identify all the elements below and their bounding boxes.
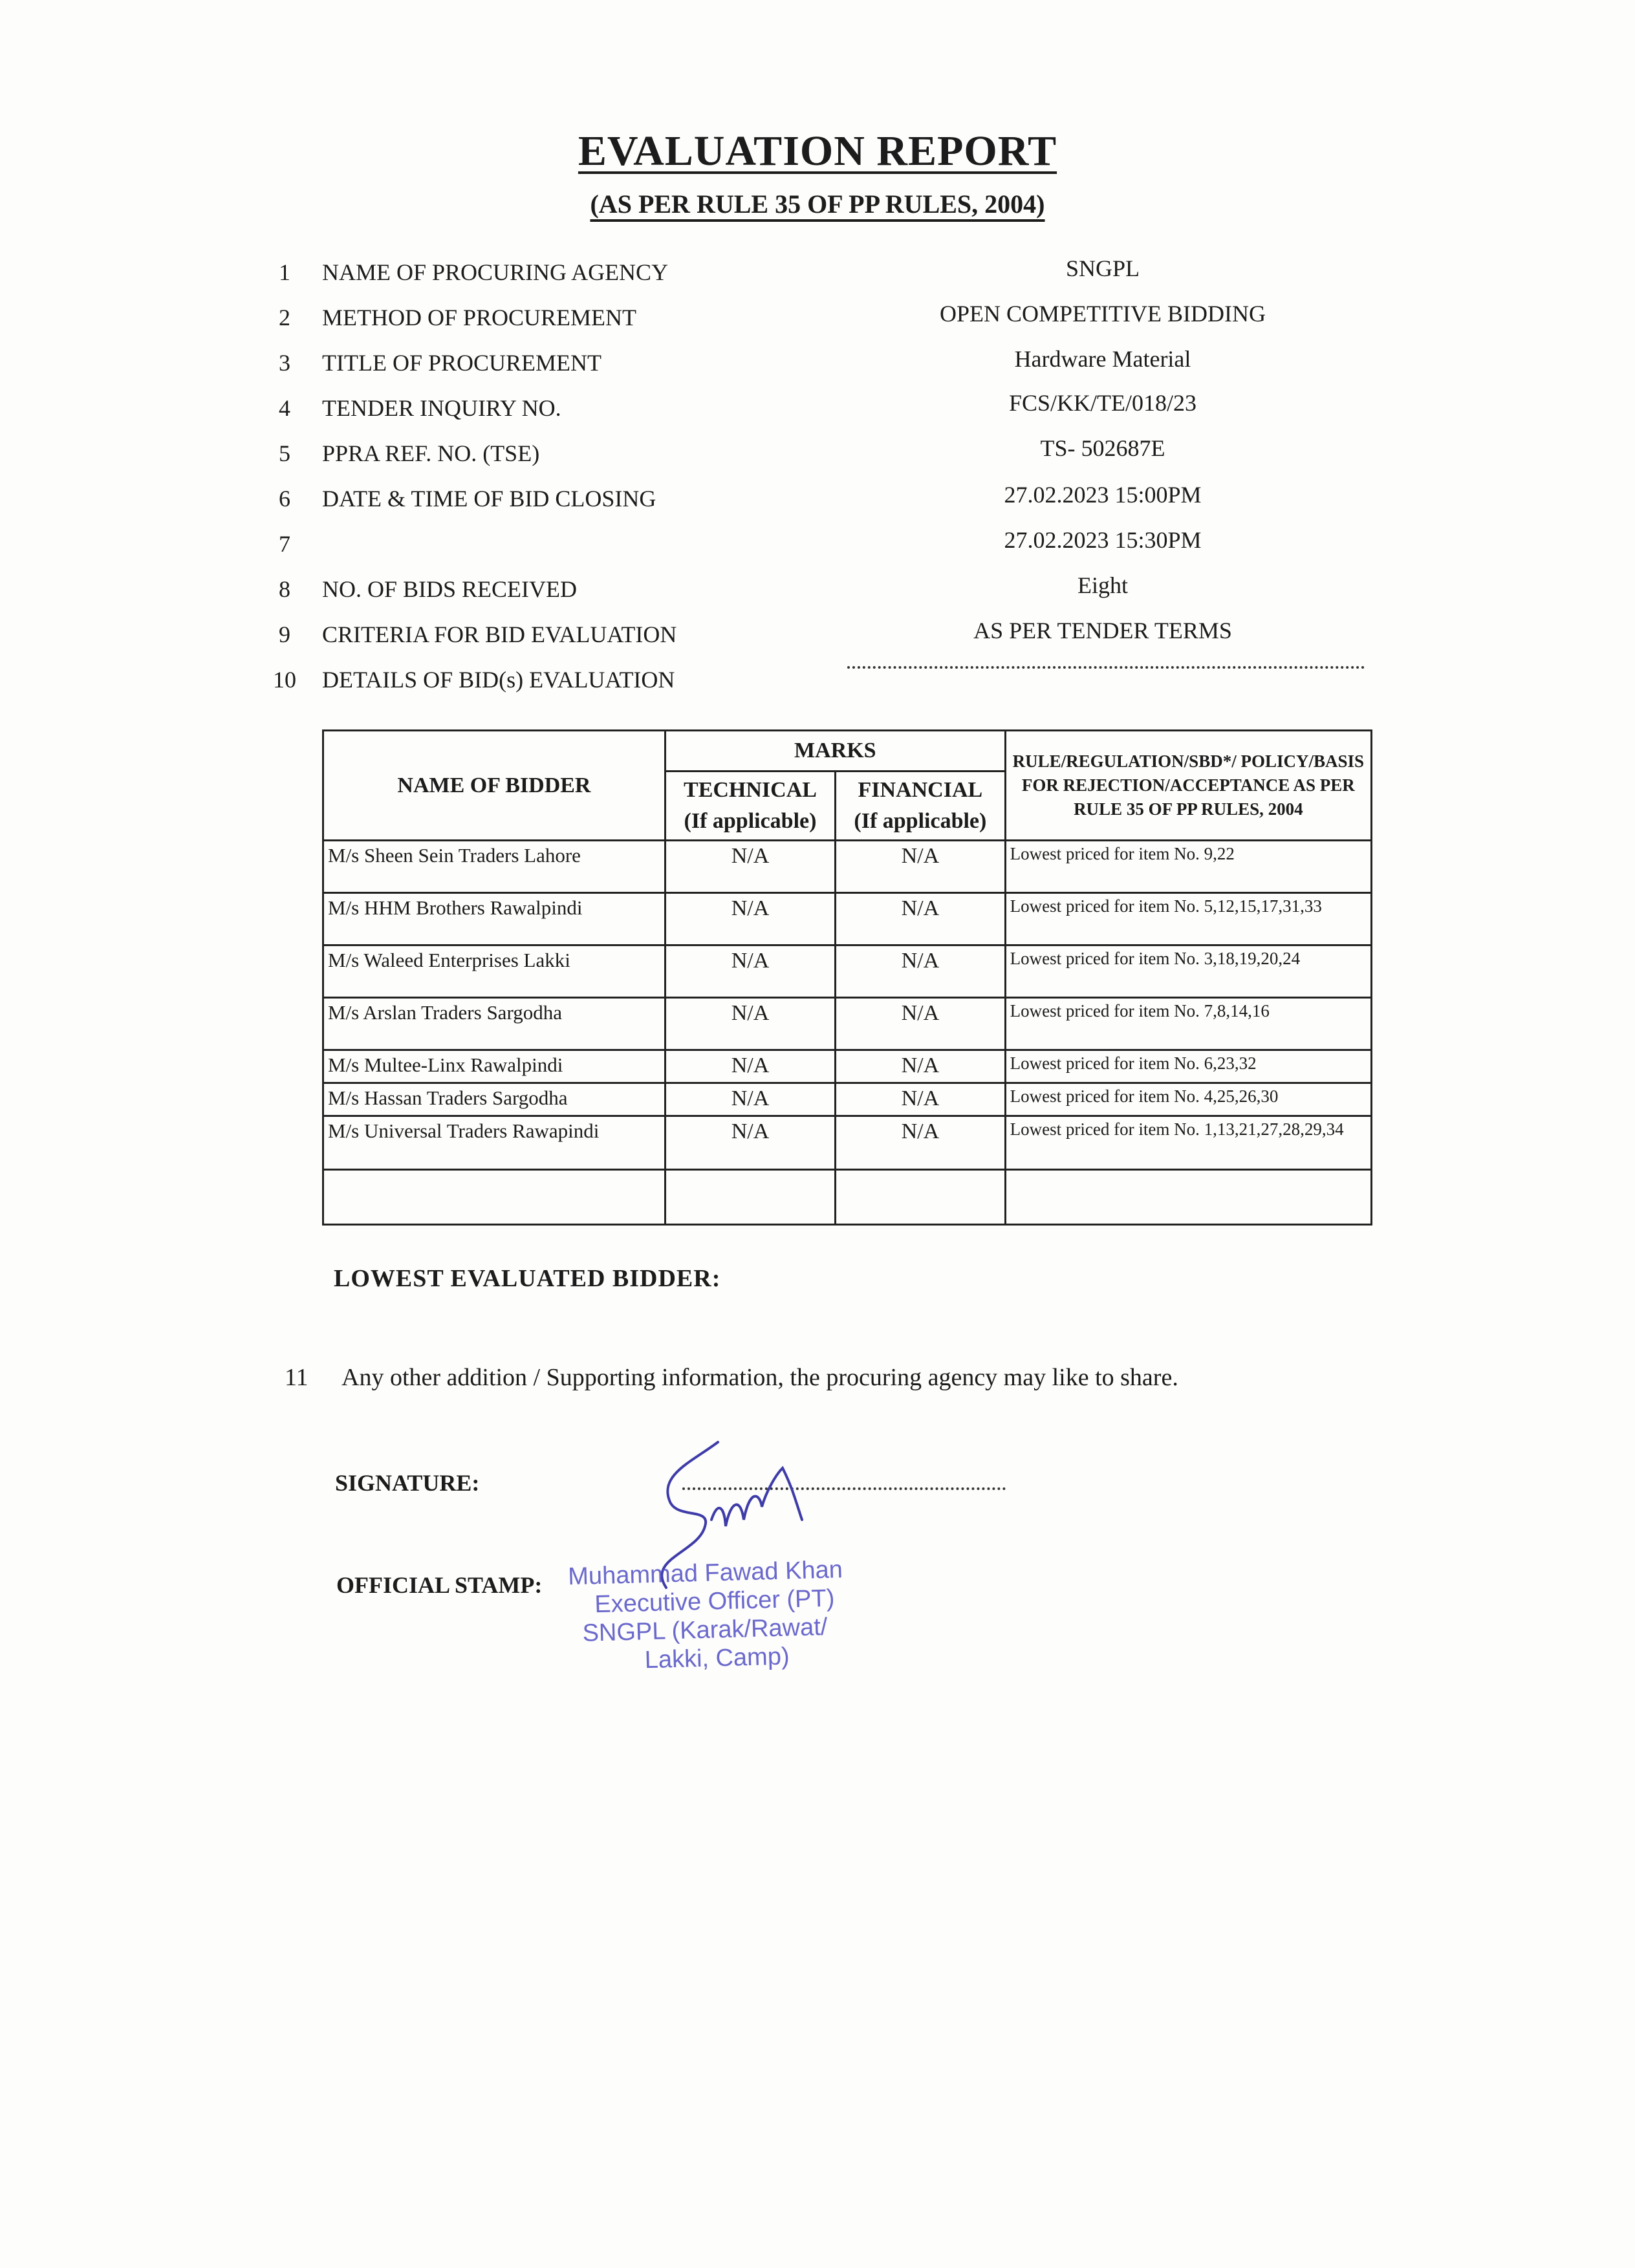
- item-number: 10: [273, 667, 296, 693]
- table-row: [323, 893, 1372, 945]
- financial-mark: N/A: [836, 893, 1006, 945]
- item-number: 7: [279, 531, 290, 557]
- basis-text: Lowest priced for item No. 6,23,32: [1005, 1050, 1371, 1083]
- item-row: [0, 572, 1635, 614]
- item-row: [0, 346, 1635, 388]
- signature-label: SIGNATURE:: [335, 1470, 480, 1496]
- technical-mark: N/A: [665, 1083, 835, 1116]
- item-label: NO. OF BIDS RECEIVED: [322, 576, 578, 602]
- official-stamp: [568, 1555, 881, 1677]
- item-row: [0, 390, 1635, 433]
- bidder-name: M/s HHM Brothers Rawalpindi: [323, 893, 666, 945]
- technical-label: TECHNICAL: [684, 778, 817, 802]
- item-row: [0, 618, 1635, 660]
- col-header-rule: RULE/REGULATION/SBD*/ POLICY/BASIS FOR REJECTION/ACCEPTANCE AS PER RULE 35 OF PP RULES, 2004: [1005, 731, 1371, 841]
- item-text: Any other addition / Supporting information, the procuring agency may like to share.: [341, 1364, 1178, 1391]
- item-value: FCS/KK/TE/018/23: [1008, 390, 1197, 416]
- item-row: [0, 255, 1635, 297]
- basis-text: Lowest priced for item No. 3,18,19,20,24: [1005, 945, 1371, 998]
- table-row: [323, 998, 1372, 1050]
- col-header-financial: [836, 772, 1006, 841]
- stamp-line: Lakki, Camp): [644, 1643, 790, 1674]
- table-row: [323, 1116, 1372, 1170]
- official-stamp-label: OFFICIAL STAMP:: [336, 1572, 543, 1598]
- item-value: SNGPL: [1065, 255, 1140, 281]
- basis-text: Lowest priced for item No. 5,12,15,17,31,33: [1005, 893, 1371, 945]
- item-row: [0, 482, 1635, 524]
- report-title: EVALUATION REPORT: [578, 127, 1057, 175]
- item-row: [0, 435, 1635, 479]
- item-number: 8: [279, 576, 290, 602]
- item-label: METHOD OF PROCUREMENT: [322, 305, 637, 330]
- technical-mark: N/A: [665, 945, 835, 998]
- report-subtitle: (AS PER RULE 35 OF PP RULES, 2004): [590, 189, 1045, 219]
- item-value: AS PER TENDER TERMS: [973, 618, 1232, 643]
- item-number: 4: [279, 395, 290, 421]
- financial-mark: N/A: [836, 1083, 1006, 1116]
- empty-cell: [323, 1170, 666, 1225]
- item-label: DETAILS OF BID(s) EVALUATION: [322, 667, 675, 693]
- technical-mark: N/A: [665, 1050, 835, 1083]
- empty-cell: [836, 1170, 1006, 1225]
- basis-text: Lowest priced for item No. 7,8,14,16: [1005, 998, 1371, 1050]
- dotted-line: [847, 666, 1365, 669]
- technical-sub: (If applicable): [684, 809, 817, 833]
- stamp-line: Muhammad Fawad Khan: [567, 1556, 843, 1591]
- item-value: Hardware Material: [1014, 346, 1191, 372]
- item-label: DATE & TIME OF BID CLOSING: [322, 486, 656, 512]
- bidder-name: M/s Hassan Traders Sargodha: [323, 1083, 666, 1116]
- bid-evaluation-table: [322, 729, 1372, 1226]
- item-value: Eight: [1077, 572, 1128, 598]
- financial-label: FINANCIAL: [858, 778, 983, 802]
- item-value: TS- 502687E: [1040, 435, 1165, 461]
- item-value: OPEN COMPETITIVE BIDDING: [940, 301, 1266, 327]
- item-row: [0, 527, 1635, 569]
- empty-cell: [1005, 1170, 1371, 1225]
- technical-mark: N/A: [665, 1116, 835, 1170]
- item-row: [0, 301, 1635, 343]
- bidder-name: M/s Multee-Linx Rawalpindi: [323, 1050, 666, 1083]
- item-number: 9: [279, 621, 290, 647]
- col-header-technical: [665, 772, 835, 841]
- financial-mark: N/A: [836, 945, 1006, 998]
- item-label: CRITERIA FOR BID EVALUATION: [322, 621, 677, 647]
- table-row-empty: [323, 1170, 1372, 1225]
- financial-mark: N/A: [836, 841, 1006, 893]
- financial-mark: N/A: [836, 1116, 1006, 1170]
- item-value: 27.02.2023 15:30PM: [1004, 527, 1202, 553]
- financial-sub: (If applicable): [854, 809, 987, 833]
- item-number: 6: [279, 486, 290, 512]
- financial-mark: N/A: [836, 1050, 1006, 1083]
- technical-mark: N/A: [665, 998, 835, 1050]
- bidder-name: M/s Universal Traders Rawapindi: [323, 1116, 666, 1170]
- lowest-bidder-label: LOWEST EVALUATED BIDDER:: [334, 1265, 721, 1292]
- table-row: [323, 841, 1372, 893]
- col-header-marks: MARKS: [665, 731, 1005, 772]
- item-label: TITLE OF PROCUREMENT: [322, 350, 601, 376]
- item-number: 1: [279, 259, 290, 285]
- bidder-name: M/s Arslan Traders Sargodha: [323, 998, 666, 1050]
- bidder-name: M/s Sheen Sein Traders Lahore: [323, 841, 666, 893]
- technical-mark: N/A: [665, 893, 835, 945]
- item-number: 2: [279, 305, 290, 330]
- bidder-name: M/s Waleed Enterprises Lakki: [323, 945, 666, 998]
- col-header-name: NAME OF BIDDER: [323, 731, 666, 841]
- table-row: [323, 1083, 1372, 1116]
- table-row: [323, 1050, 1372, 1083]
- item-value: 27.02.2023 15:00PM: [1004, 482, 1202, 508]
- item-label: TENDER INQUIRY NO.: [322, 395, 561, 421]
- stamp-line: SNGPL (Karak/Rawat/: [582, 1613, 828, 1647]
- item-row: [0, 666, 1635, 705]
- item-label: PPRA REF. NO. (TSE): [322, 440, 540, 466]
- basis-text: Lowest priced for item No. 4,25,26,30: [1005, 1083, 1371, 1116]
- basis-text: Lowest priced for item No. 1,13,21,27,28,29,34: [1005, 1116, 1371, 1170]
- financial-mark: N/A: [836, 998, 1006, 1050]
- item-number: 3: [279, 350, 290, 376]
- item-label: NAME OF PROCURING AGENCY: [322, 259, 669, 285]
- table-row: [323, 945, 1372, 998]
- technical-mark: N/A: [665, 841, 835, 893]
- item-number: 11: [285, 1364, 309, 1391]
- stamp-line: Executive Officer (PT): [594, 1584, 835, 1619]
- empty-cell: [665, 1170, 835, 1225]
- item-number: 5: [279, 440, 290, 466]
- basis-text: Lowest priced for item No. 9,22: [1005, 841, 1371, 893]
